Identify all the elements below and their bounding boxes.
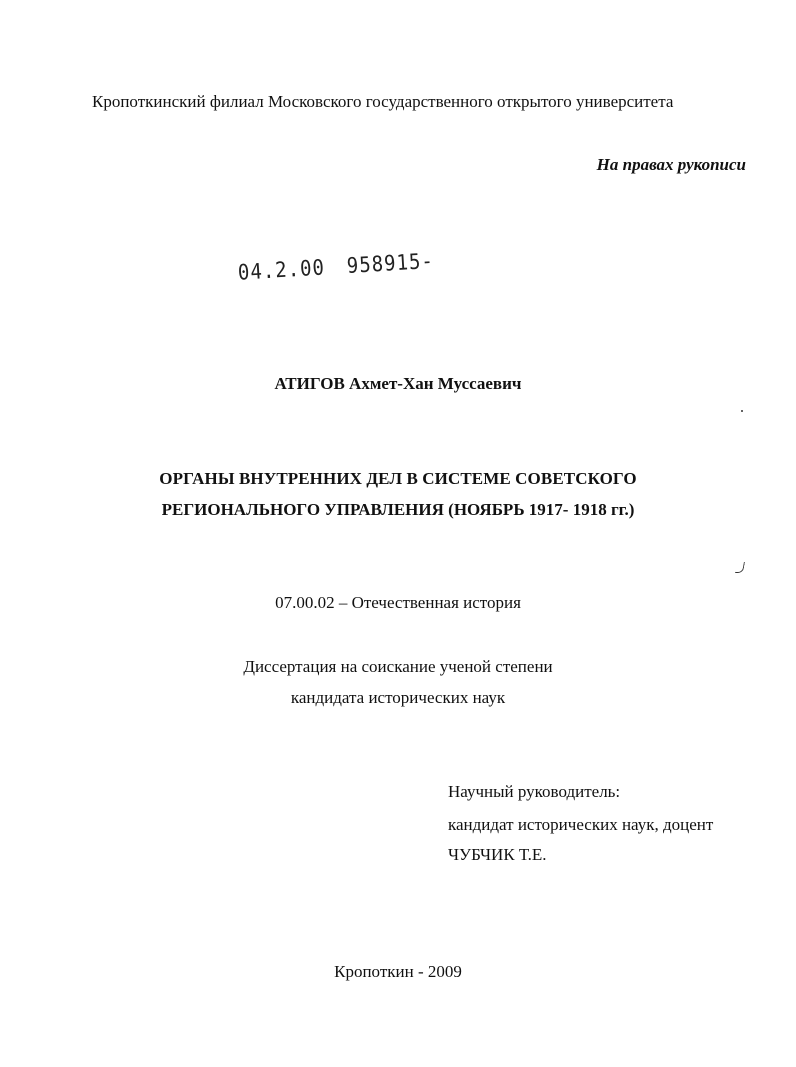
- supervisor-degree: кандидат исторических наук, доцент: [448, 815, 714, 834]
- scan-mark: [735, 562, 745, 573]
- supervisor-name: ЧУБЧИК Т.Е.: [448, 845, 547, 864]
- scan-speck: [741, 410, 743, 412]
- dissertation-purpose-line-2: кандидата исторических наук: [290, 688, 506, 707]
- institution-name: Кропоткинский филиал Московского государственного открытого университета: [92, 92, 674, 111]
- stamp-date: 04.2.00: [237, 255, 326, 286]
- place-and-year: Кропоткин - 2009: [334, 962, 462, 981]
- dissertation-purpose-line-1: Диссертация на соискание ученой степени: [243, 657, 553, 676]
- specialty-code: 07.00.02 – Отечественная история: [275, 593, 521, 612]
- supervisor-label: Научный руководитель:: [448, 782, 621, 801]
- thesis-title-line-2: РЕГИОНАЛЬНОГО УПРАВЛЕНИЯ (НОЯБРЬ 1917- 1918 гг.): [161, 500, 635, 519]
- thesis-title-line-1: ОРГАНЫ ВНУТРЕННИХ ДЕЛ В СИСТЕМЕ СОВЕТСКОГО: [159, 469, 637, 488]
- stamp-number: 958915-: [346, 248, 435, 279]
- author-surname: АТИГОВ: [274, 374, 345, 393]
- author-given-names: Ахмет-Хан Муссаевич: [349, 374, 522, 393]
- manuscript-rights-note: На правах рукописи: [596, 155, 746, 174]
- registration-stamp: [237, 250, 434, 284]
- author-name: [0, 374, 796, 394]
